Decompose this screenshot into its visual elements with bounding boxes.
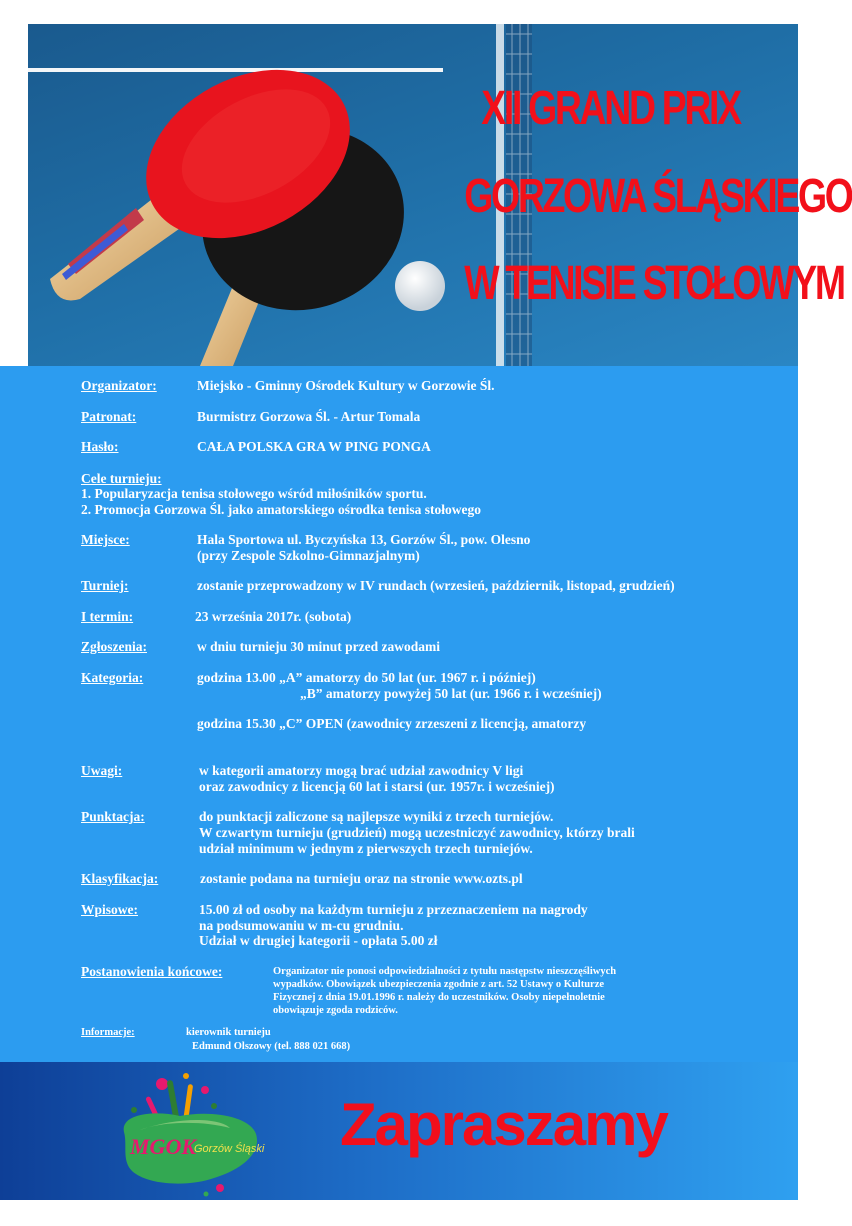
zgloszenia-label: Zgłoszenia: (81, 639, 147, 654)
wpisowe-line-2: na podsumowaniu w m-cu grudniu. (199, 918, 404, 933)
klasyfikacja-value: zostanie podana na turnieju oraz na stronie www.ozts.pl (200, 871, 523, 886)
patronat-label: Patronat: (81, 409, 137, 424)
miejsce-line-1: Hala Sportowa ul. Byczyńska 13, Gorzów Śl., pow. Olesno (197, 532, 531, 547)
uwagi-line-1: w kategorii amatorzy mogą brać udział zawodnicy V ligi (199, 763, 524, 778)
termin-label: I termin: (81, 609, 134, 624)
organizator-value: Miejsko - Gminny Ośrodek Kultury w Gorzowie Śl. (197, 378, 495, 393)
kategoria-line-3: godzina 15.30 „C” OPEN (zawodnicy zrzeszeni z licencją, amatorzy (197, 716, 587, 731)
postanowienia-line-1: Organizator nie ponosi odpowiedzialności z tytułu następstw nieszczęśliwych (273, 966, 617, 977)
logo-city-text: Gorzów Śląski (194, 1143, 265, 1155)
title-line-1: XII GRAND PRIX (481, 82, 740, 135)
informacje-label: Informacje: (81, 1027, 135, 1038)
info-section (0, 366, 798, 1062)
postanowienia-line-3: Fizycznej z dnia 19.01.1996 r. należy do uczestników. Osoby niepełnoletnie (273, 992, 605, 1003)
klasyfikacja-label: Klasyfikacja: (81, 871, 159, 886)
organizator-label: Organizator: (81, 378, 157, 393)
title-line-3: W TENISIE STOŁOWYM (464, 257, 844, 310)
footer-banner (0, 1062, 798, 1200)
wpisowe-line-1: 15.00 zł od osoby na każdym turnieju z przeznaczeniem na nagrody (199, 902, 588, 917)
logo-mgok-text: MGOK (130, 1134, 197, 1159)
title-line-2: GORZOWA ŚLĄSKIEGO (464, 170, 852, 223)
turniej-value: zostanie przeprowadzony w IV rundach (wrzesień, październik, listopad, grudzień) (197, 578, 675, 593)
wpisowe-label: Wpisowe: (81, 902, 138, 917)
punktacja-line-2: W czwartym turnieju (grudzień) mogą uczestniczyć zawodnicy, którzy brali (199, 825, 635, 840)
miejsce-line-2: (przy Zespole Szkolno-Gimnazjalnym) (197, 548, 420, 563)
cele-label: Cele turnieju: (81, 471, 162, 486)
informacje-line-2: Edmund Olszowy (tel. 888 021 668) (192, 1041, 351, 1052)
invite-text: Zapraszamy (340, 1091, 667, 1158)
patronat-value: Burmistrz Gorzowa Śl. - Artur Tomala (197, 409, 421, 424)
ball-icon (395, 261, 445, 311)
haslo-label: Hasło: (81, 439, 119, 454)
haslo-value: CAŁA POLSKA GRA W PING PONGA (197, 439, 431, 454)
termin-value: 23 września 2017r. (sobota) (195, 609, 352, 624)
punktacja-label: Punktacja: (81, 809, 145, 824)
punktacja-line-3: udział minimum w jednym z pierwszych trzech turniejów. (199, 841, 533, 856)
kategoria-line-2: „B” amatorzy powyżej 50 lat (ur. 1966 r. i wcześniej) (300, 686, 602, 701)
turniej-label: Turniej: (81, 578, 129, 593)
zgloszenia-value: w dniu turnieju 30 minut przed zawodami (197, 639, 441, 654)
banner-photo (28, 24, 852, 366)
postanowienia-label: Postanowienia końcowe: (81, 964, 223, 979)
postanowienia-line-2: wypadków. Obowiązek ubezpieczenia zgodnie z art. 52 Ustawy o Kulturze (273, 979, 605, 990)
punktacja-line-1: do punktacji zaliczone są najlepsze wyniki z trzech turniejów. (199, 809, 554, 824)
mgok-logo-icon (110, 1070, 290, 1198)
cele-item-1: 1. Popularyzacja tenisa stołowego wśród miłośników sportu. (81, 486, 427, 501)
miejsce-label: Miejsce: (81, 532, 130, 547)
wpisowe-line-3: Udział w drugiej kategorii - opłata 5.00 zł (199, 933, 438, 948)
postanowienia-line-4: obowiązuje zgoda rodziców. (273, 1005, 398, 1016)
cele-item-2: 2. Promocja Gorzowa Śl. jako amatorskiego ośrodka tenisa stołowego (81, 502, 481, 517)
informacje-line-1: kierownik turnieju (186, 1027, 271, 1038)
kategoria-line-1: godzina 13.00 „A” amatorzy do 50 lat (ur. 1967 r. i później) (197, 670, 536, 685)
kategoria-label: Kategoria: (81, 670, 144, 685)
uwagi-label: Uwagi: (81, 763, 123, 778)
table-edge-line (28, 68, 443, 72)
bottom-margin (0, 1200, 798, 1226)
uwagi-line-2: oraz zawodnicy z licencją 60 lat i starsi (ur. 1957r. i wcześniej) (199, 779, 555, 794)
